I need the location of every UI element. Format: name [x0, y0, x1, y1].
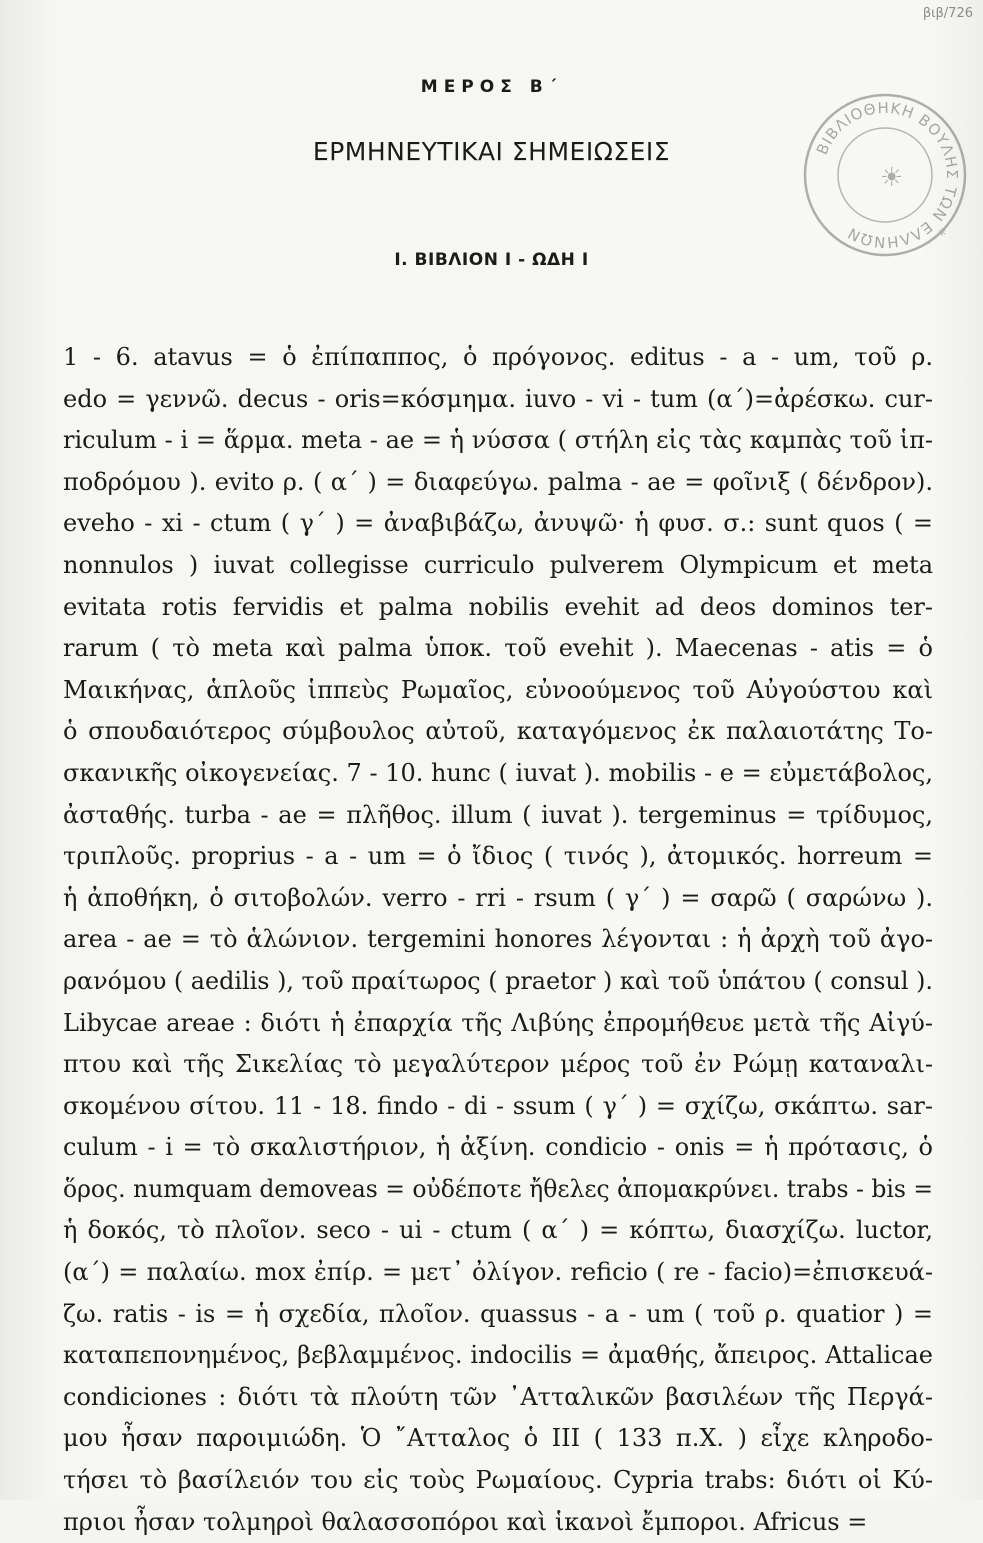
text-line — [63, 1252, 943, 1294]
text-line — [63, 753, 943, 795]
text-line — [63, 420, 943, 462]
text-line-content: condiciones : διότι τὰ πλούτη τῶν ᾽Ατταλικῶν βασιλέων τῆς Περγά- — [63, 1382, 933, 1411]
text-line — [63, 1127, 943, 1169]
text-line — [63, 503, 943, 545]
text-line-content: πριοι ἦσαν τολμηροὶ θαλασσοπόροι καὶ ἱκανοὶ ἔμποροι. Africus = — [63, 1507, 868, 1536]
text-line — [63, 1210, 943, 1252]
text-line-content: culum - i = τὸ σκαλιστήριον, ἡ ἀξίνη. condicio - onis = ἡ πρότασις, ὁ — [63, 1133, 933, 1162]
text-line — [63, 628, 943, 670]
text-line-content: πτου καὶ τῆς Σικελίας τὸ μεγαλύτερον μέρος τοῦ ἐν Ρώμῃ καταναλι- — [63, 1050, 933, 1079]
text-line-content: τριπλοῦς. proprius - a - um = ὁ ἴδιος ( τινός ), ἀτομικός. horreum = — [63, 842, 933, 871]
text-line-content: eveho - xi - ctum ( γ΄ ) = ἀναβιβάζω, ἀνυψῶ· ἡ φυσ. σ.: sunt quos ( = — [63, 509, 933, 538]
text-line — [63, 1335, 943, 1377]
text-line-content: ὅρος. numquam demoveas = οὐδέποτε ἤθελες ἀπομακρύνει. trabs - bis = — [63, 1174, 933, 1203]
corner-note: βιβ/726 — [922, 6, 973, 21]
text-line-content: ἀσταθής. turba - ae = πλῆθος. illum ( iuvat ). tergeminus = τρίδυμος, — [63, 800, 933, 829]
body-text — [63, 337, 943, 1543]
text-line-content: καταπεπονημένος, βεβλαμμένος. indocilis = ἀμαθής, ἄπειρος. Attalicae — [63, 1341, 933, 1370]
text-line — [63, 711, 943, 753]
text-line-content: edo = γεννῶ. decus - oris=κόσμημα. iuvo - vi - tum (α΄)=ἀρέσκω. cur- — [63, 384, 933, 413]
section-title: ΕΡΜΗΝΕΥΤΙΚΑΙ ΣΗΜΕΙΩΣΕΙΣ — [312, 137, 671, 166]
text-line — [63, 836, 943, 878]
text-line-content: rarum ( τὸ meta καὶ palma ὑποκ. τοῦ evehit ). Maecenas - atis = ὁ — [63, 634, 933, 663]
text-line-content: (α΄) = παλαίω. mox ἐπίρ. = μετ᾽ ὀλίγον. reficio ( re - facio)=ἐπισκευά- — [63, 1258, 933, 1287]
text-line-content: ρανόμου ( aedilis ), τοῦ πραίτωρος ( praetor ) καὶ τοῦ ὑπάτου ( consul ). — [63, 966, 933, 995]
part-title: ΜΕΡΟΣ Β΄ — [420, 77, 563, 97]
text-line-content: Libycae areae : διότι ἡ ἐπαρχία τῆς Λιβύης ἐπρομήθευε μετὰ τῆς Αἰγύ- — [63, 1008, 933, 1037]
text-line — [63, 1418, 943, 1460]
text-line-content: nonnulos ) iuvat collegisse curriculo pulverem Olympicum et meta — [63, 550, 933, 579]
text-line — [63, 1377, 943, 1419]
subsection-title: Ι. ΒΙΒΛΙΟΝ Ι - ΩΔΗ Ι — [394, 250, 589, 270]
stamp-text: ΒΙΒΛΙΟΘΗΚΗ ΒΟΥΛΗΣ ΤΩΝ ΕΛΛΗΝΩΝ — [812, 98, 962, 252]
text-line — [63, 1294, 943, 1336]
text-line-content: ποδρόμου ). evito ρ. ( α΄ ) = διαφεύγω. palma - ae = φοῖνιξ ( δένδρον). — [63, 467, 933, 496]
text-line — [63, 961, 943, 1003]
text-line — [63, 1044, 943, 1086]
text-line-content: σκομένου σίτου. 11 - 18. findo - di - ssum ( γ΄ ) = σχίζω, σκάπτω. sar- — [63, 1091, 933, 1120]
text-line-content: σκανικῆς οἰκογενείας. 7 - 10. hunc ( iuvat ). mobilis - e = εὐμετάβολος, — [63, 758, 933, 787]
text-line — [63, 1086, 943, 1128]
text-line — [63, 1003, 943, 1045]
svg-text:*: * — [938, 225, 946, 244]
text-line — [63, 919, 943, 961]
text-line-content: evitata rotis fervidis et palma nobilis evehit ad deos dominos ter- — [63, 592, 933, 621]
text-line-content: area - ae = τὸ ἁλώνιον. tergemini honores λέγονται : ἡ ἀρχὴ τοῦ ἀγο- — [63, 925, 933, 954]
text-line — [63, 337, 943, 379]
text-line — [63, 1460, 943, 1502]
text-line-content: ὁ σπουδαιότερος σύμβουλος αὐτοῦ, καταγόμενος ἐκ παλαιοτάτης Το- — [63, 717, 933, 746]
text-line — [63, 1502, 943, 1543]
library-stamp-icon — [800, 90, 970, 260]
text-line-content: ζω. ratis - is = ἡ σχεδία, πλοῖον. quassus - a - um ( τοῦ ρ. quatior ) = — [63, 1299, 933, 1328]
text-line-content: riculum - i = ἅρμα. meta - ae = ἡ νύσσα ( στήλη εἰς τὰς καμπὰς τοῦ ἱπ- — [63, 426, 933, 455]
svg-text:☀: ☀ — [880, 163, 904, 193]
text-line — [63, 379, 943, 421]
text-line-content: τήσει τὸ βασίλειόν του εἰς τοὺς Ρωμαίους. Cypria trabs: διότι οἱ Κύ- — [63, 1466, 933, 1495]
text-line — [63, 587, 943, 629]
text-line — [63, 1169, 943, 1211]
text-line-content: ἡ δοκός, τὸ πλοῖον. seco - ui - ctum ( α΄ ) = κόπτω, διασχίζω. luctor, — [63, 1216, 933, 1245]
text-line — [63, 545, 943, 587]
text-line — [63, 795, 943, 837]
text-line — [63, 878, 943, 920]
text-line-content: μου ἦσαν παροιμιώδη. Ὁ ῎Ατταλος ὁ ΙΙΙ ( 133 π.Χ. ) εἶχε κληροδο- — [63, 1424, 933, 1453]
text-line — [63, 462, 943, 504]
text-line-content: Μαικήνας, ἁπλοῦς ἱππεὺς Ρωμαῖος, εὐνοούμενος τοῦ Αὐγούστου καὶ — [63, 675, 933, 704]
text-line-content: ἡ ἀποθήκη, ὁ σιτοβολών. verro - rri - rsum ( γ΄ ) = σαρῶ ( σαρώνω ). — [63, 883, 933, 912]
text-line — [63, 670, 943, 712]
text-line-content: 1 - 6. atavus = ὁ ἐπίπαππος, ὁ πρόγονος. editus - a - um, τοῦ ρ. — [63, 343, 933, 371]
